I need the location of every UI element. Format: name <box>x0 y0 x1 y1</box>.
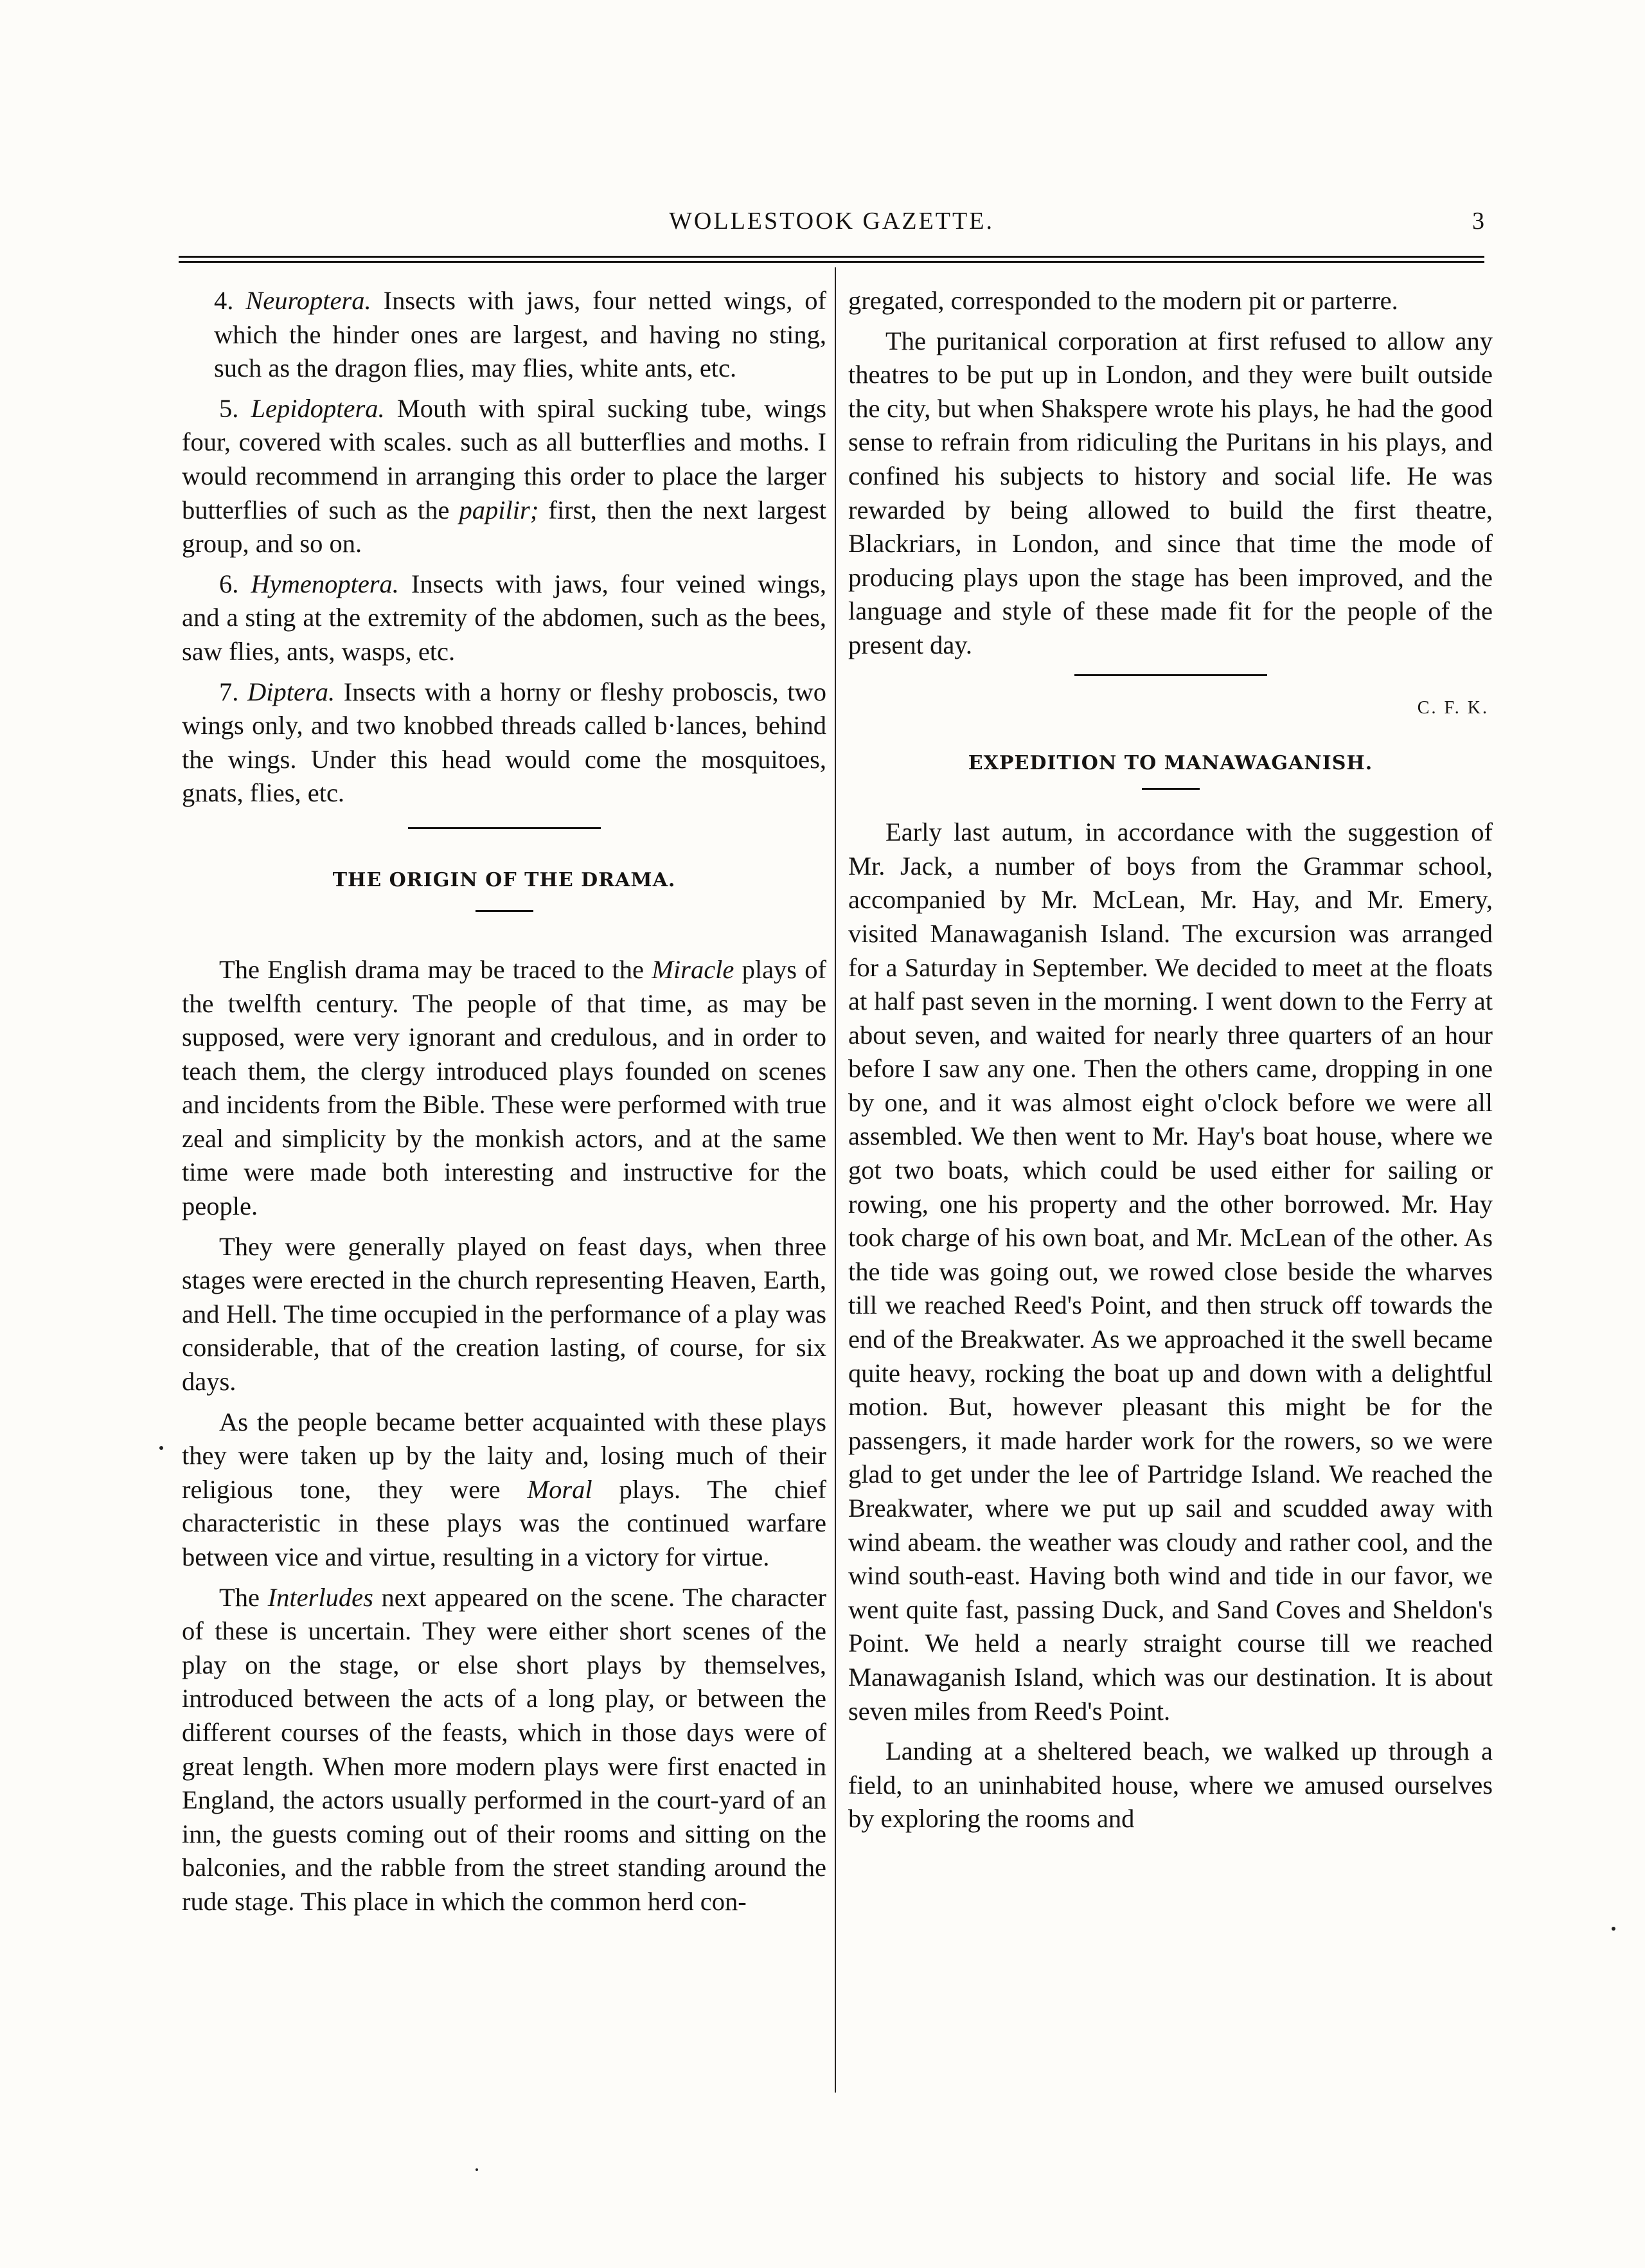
section-title-expedition: EXPEDITION TO MANAWAGANISH. <box>968 752 1373 775</box>
paragraph-drama-continued: gregated, corresponded to the modern pit or parterre. <box>848 286 1398 315</box>
section-rule <box>1074 674 1267 676</box>
section-rule-short <box>1142 788 1200 790</box>
author-initials: C. F. K. <box>1417 697 1489 718</box>
paragraph-hymenoptera: 6. Hymenoptera. Insects with jaws, four veined wings, and a sting at the extremity of the abdomen, such as the bees, saw flies, ants, wasps, etc. <box>182 569 827 666</box>
paragraph-diptera: 7. Diptera. Insects with a horny or fleshy proboscis, two wings only, and two knobbed threads called b·lances, behind the wings. Under this head would come the mosquitoes, gnats, flies, etc. <box>182 677 826 808</box>
header-double-rule <box>179 256 1484 263</box>
page-header <box>179 204 1484 240</box>
taxon-name: Hymenoptera. <box>251 569 399 598</box>
paragraph-neuroptera: 4. Neuroptera. Insects with jaws, four netted wings, of which the hinder ones are largest, and having no sting, such as the dragon flies, may flies, white ants, etc. <box>214 286 826 383</box>
paragraph-expedition-1: Early last autum, in accordance with the suggestion of Mr. Jack, a number of boys from the Grammar school, accompanied by Mr. McLean, Mr. Hay, and Mr. Emery, visited Manawaganish Island. The excursion was arranged for a Saturday in September. We decided to meet at the floats at half past seven in the morning. I went down to the Ferry at about seven, and waited for nearly three quarters of an hour before I saw any one. Then the others came, dropping in one by one, and it was almost eight o'clock before we were all assembled. We then went to Mr. Hay's boat house, where we got two boats, which could be used either for sailing or rowing, one his property and the other borrowed. Mr. Hay took charge of his own boat, and Mr. McLean of the other. As the tide was going out, we rowed close beside the wharves till we reached Reed's Point, and then struck off towards the end of the Breakwater. As we approached it the swell became quite heavy, rocking the boat up and down with a delightful motion. But, however pleasant this might be for the passengers, it made harder work for the rowers, so we were glad to get under the lee of Partridge Island. We reached the Breakwater, where we put up sail and scudded away with wind abeam. the weather was cloudy and rather cool, and the wind south-east. Having both wind and tide in our favor, we went quite fast, passing Duck, and Sand Coves and Sheldon's Point. We held a nearly straight course till we reached Manawaganish Island, which was our destination. It is about seven miles from Reed's Point. <box>848 817 1493 1726</box>
section-rule <box>408 827 601 829</box>
paragraph-drama-3: As the people became better acquainted with these plays they were taken up by the laity and, losing much of their religious tone, they were Moral plays. The chief characteristic in these plays was the continued warfare between vice and virtue, resulting in a victory for virtue. <box>182 1407 826 1571</box>
left-column <box>182 284 826 1919</box>
ink-speck <box>476 2168 478 2171</box>
column-divider <box>835 267 836 2093</box>
running-title: WOLLESTOOK GAZETTE. <box>669 208 994 235</box>
paragraph-drama-1: The English drama may be traced to the Miracle plays of the twelfth century. The people of that time, as may be supposed, were very ignorant and credulous, and in order to teach them, the clergy introduced plays founded on scenes and incidents from the Bible. These were performed with true zeal and simplicity by the monkish actors, and at the same time were made both interesting and instructive for the people. <box>182 954 826 1221</box>
taxon-name: Neuroptera. <box>245 286 371 315</box>
paragraph-puritans: The puritanical corporation at first refused to allow any theatres to be put up in London, and they were built outside the city, but when Shakspere wrote his plays, he had the good sense to refrain from ridiculing the Puritans in his plays, and confined his subjects to history and social life. He was rewarded by being allowed to build the first theatre, Blackriars, in London, and since that time the mode of producing plays upon the stage has been improved, and the language and style of these made fit for the people of the present day. <box>848 326 1493 659</box>
right-column <box>848 284 1493 1836</box>
ink-speck <box>159 1446 163 1450</box>
page-number: 3 <box>1472 208 1484 235</box>
section-rule-short <box>476 910 533 912</box>
paragraph-lepidoptera: 5. Lepidoptera. Mouth with spiral sucking tube, wings four, covered with scales. such as all butterflies and moths. I would recommend in arranging this order to place the larger butterflies of such as the papilir; first, then the next largest group, and so on. <box>182 393 827 558</box>
ink-speck <box>1612 1927 1615 1931</box>
taxon-name: Diptera. <box>247 677 335 706</box>
taxon-name: Lepidoptera. <box>251 393 385 423</box>
paragraph-expedition-2: Landing at a sheltered beach, we walked up through a field, to an uninhabited house, where we amused ourselves by exploring the rooms and <box>848 1737 1493 1834</box>
paragraph-drama-2: They were generally played on feast days, when three stages were erected in the church representing Heaven, Earth, and Hell. The time occupied in the performance of a play was considerable, that of the creation lasting, of course, for six days. <box>182 1231 826 1397</box>
paragraph-drama-4: The Interludes next appeared on the scene. The character of these is uncertain. They were either short scenes of the play on the stage, or else short plays by themselves, introduced between the acts of a long play, or between the different courses of the feasts, which in those days were of great length. When more modern plays were first enacted in England, the actors usually performed in the court-yard of an inn, the guests coming out of their rooms and sitting on the balconies, and the rabble from the street standing around the rude stage. This place in which the common herd con- <box>182 1582 827 1916</box>
section-title-drama: THE ORIGIN OF THE DRAMA. <box>332 868 676 891</box>
